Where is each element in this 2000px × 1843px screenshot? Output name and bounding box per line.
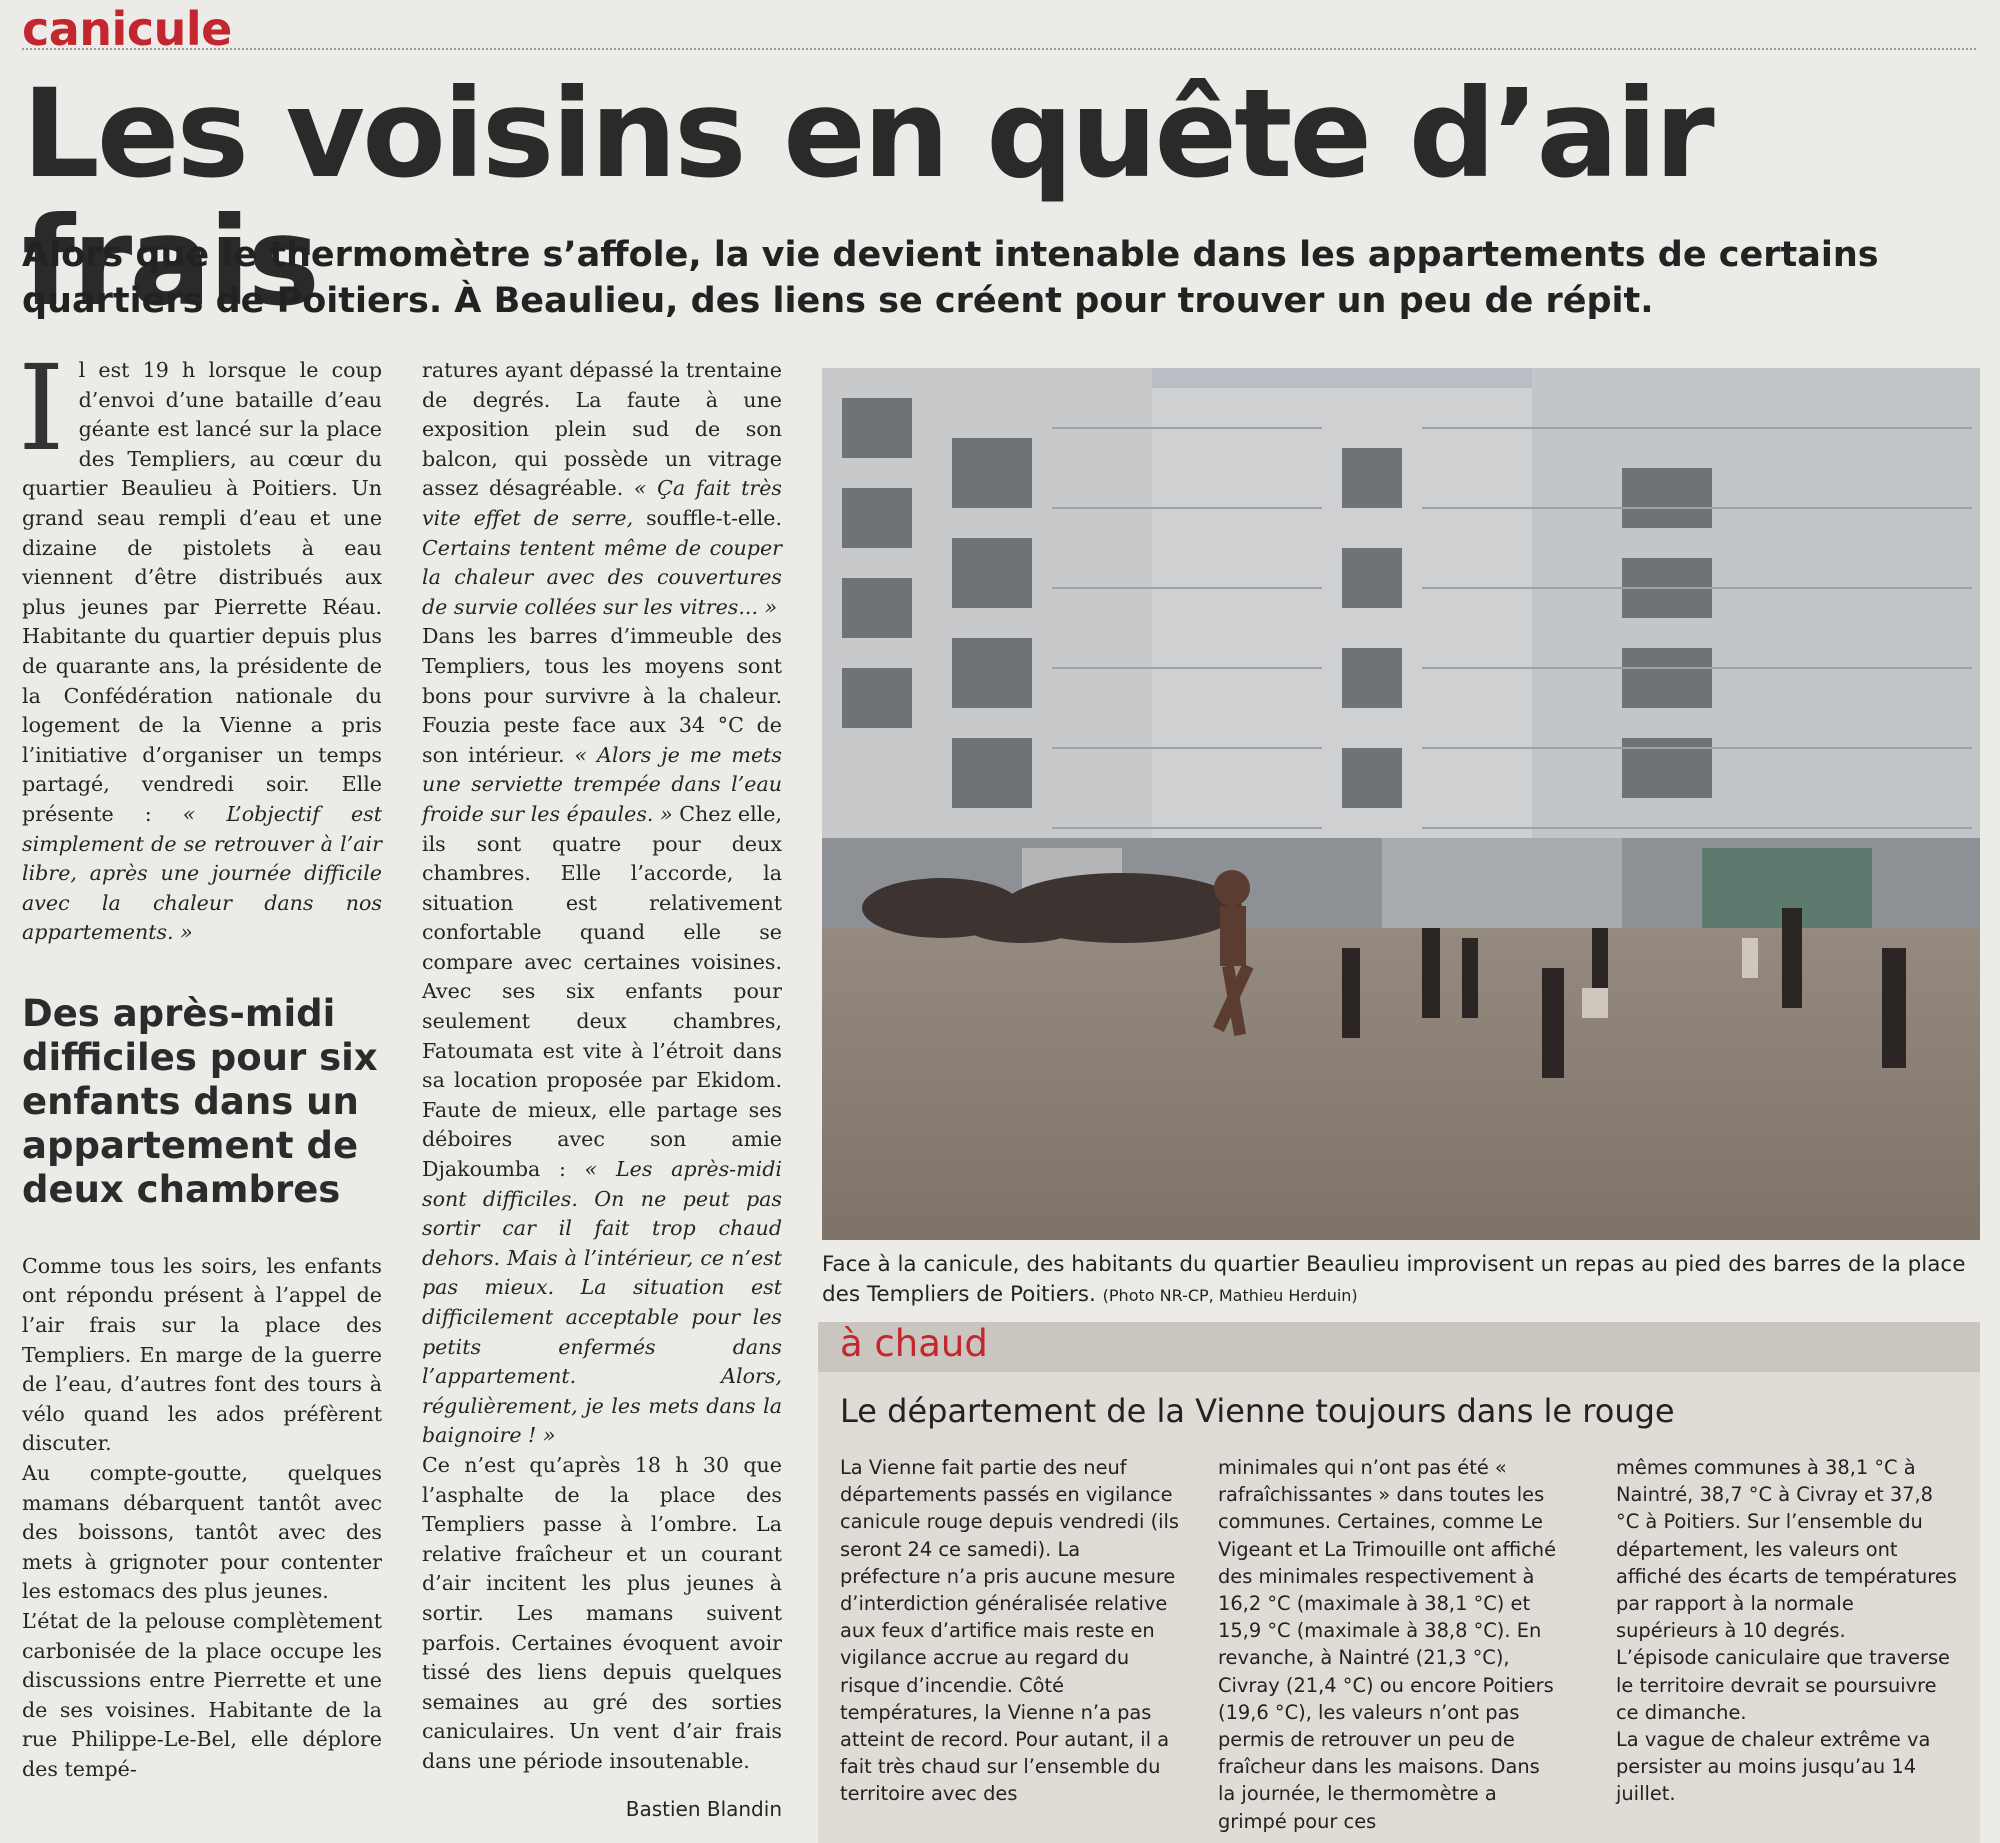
intertitle: Des après-midi difficiles pour six enfants dans un appartement de deux chambres [22, 991, 378, 1211]
article-column-1 [18, 339, 382, 1785]
byline: Bastien Blandin [625, 1796, 782, 1821]
sidebar-column-3: mêmes communes à 38,1 °C à Naintré, 38,7 °C à Civray et 37,8 °C à Poitiers. Sur l’ensemble du département, les valeurs ont affiché des écarts de températures par rapport à la normale supérieurs à 10 degrés. L’épisode caniculaire que traverse le territoire devrait se poursuivre ce dimanche. La vague de chaleur extrême va persister au moins jusqu’au 14 juillet. [1616, 1456, 1957, 1806]
sidebar-box [818, 1322, 1980, 1843]
sidebar-title: Le département de la Vienne toujours dans le rouge [840, 1392, 1675, 1430]
section-rubric: canicule [22, 2, 232, 56]
lead-paragraph: Il est 19 h lorsque le coup d’envoi d’une bataille d’eau géante est lancé sur la place des Templiers, au cœur du quartier Beaulieu à Poitiers. Un grand seau rempli d’eau et une dizaine de pistolets à eau viennent d’être distribués aux plus jeunes par Pierrette Réau. Habitante du quartier depuis plus de quarante ans, la présidente de la Confédération nationale du logement de la Vienne a pris l’initiative d’organiser un temps partagé, vendredi soir. Elle présente : « L’objectif est simplement de se retrouver à l’air libre, après une journée difficile avec la chaleur dans nos appartements. » [18, 339, 382, 945]
article-column-2 [422, 356, 782, 1824]
body-paragraph: Comme tous les soirs, les enfants ont répondu présent à l’appel de l’air frais sur la place des Templiers. En marge de la guerre de l’eau, d’autres font des tours à vélo quand les ados préfèrent discuter. [22, 1253, 382, 1456]
body-paragraph: ratures ayant dépassé la trentaine de degrés. La faute à une exposition plein sud de son balcon, qui possède un vitrage assez désagréable. « Ça fait très vite effet de serre, souffle-t-elle. Certains tentent même de couper la chaleur avec des couvertures de survie collées sur les vitres... » [422, 358, 782, 619]
drop-cap: I [18, 339, 65, 477]
sidebar-rubric: à chaud [840, 1322, 988, 1365]
sidebar-rubric-bar [818, 1322, 1980, 1372]
headline: Les voisins en quête d’air frais [22, 63, 1712, 334]
sidebar-column-2: minimales qui n’ont pas été « rafraîchissantes » dans toutes les communes. Certaines, comme Le Vigeant et La Trimouille ont affiché des minimales respectivement à 16,2 °C (maximale à 38,1 °C) et 15,9 °C (maximale à 38,8 °C). En revanche, à Naintré (21,3 °C), Civray (21,4 °C) ou encore Poitiers (19,6 °C), les valeurs n’ont pas permis de retrouver un peu de fraîcheur dans les maisons. Dans la journée, le thermomètre a grimpé pour ces [1218, 1456, 1557, 1833]
news-photo [822, 368, 1980, 1240]
body-paragraph: Dans les barres d’immeuble des Templiers, tous les moyens sont bons pour survivre à la chaleur. Fouzia peste face aux 34 °C de son intérieur. « Alors je me mets une serviette trempée dans l’eau froide sur les épaules. » Chez elle, ils sont quatre pour deux chambres. Elle l’accorde, la situation est relativement confortable quand elle se compare avec certaines voisines. Avec ses six enfants pour seulement deux chambres, Fatoumata est vite à l’étroit dans sa location proposée par Ekidom. Faute de mieux, elle partage ses déboires avec son amie Djakoumba : « Les après-midi sont difficiles. On ne peut pas sortir car il fait trop chaud dehors. Mais à l’intérieur, ce n’est pas mieux. La situation est difficilement acceptable pour les petits enfermés dans l’appartement. Alors, régulièrement, je les mets dans la baignoire ! » [422, 624, 782, 1448]
body-paragraph: L’état de la pelouse complètement carbonisée de la place occupe les discussions entre Pierrette et une de ses voisines. Habitante de la rue Philippe-Le-Bel, elle déplore des tempé- [22, 1609, 382, 1781]
standfirst: Alors que le thermomètre s’affole, la vie devient intenable dans les appartements de certains quartiers de Poitiers. À Beaulieu, des liens se créent pour trouver un peu de répit. [22, 235, 1879, 321]
body-paragraph: Ce n’est qu’après 18 h 30 que l’asphalte de la place des Templiers passe à l’ombre. La relative fraîcheur et un courant d’air incitent les plus jeunes à sortir. Les mamans suivent parfois. Certaines évoquent avoir tissé des liens depuis quelques semaines au gré des sorties caniculaires. Un vent d’air frais dans une période insoutenable. [422, 1452, 782, 1773]
photo-caption: Face à la canicule, des habitants du quartier Beaulieu improvisent un repas au pied des barres de la place des Templiers de Poitiers. (Photo NR-CP, Mathieu Herduin) [822, 1252, 1966, 1307]
sidebar-column-1: La Vienne fait partie des neuf départements passés en vigilance canicule rouge depuis vendredi (ils seront 24 ce samedi). La préfecture n’a pris aucune mesure d’interdiction généralisée relative aux feux d’artifice mais reste en vigilance accrue au regard du risque d’incendie. Côté températures, la Vienne n’a pas atteint de record. Pour autant, il a fait très chaud sur l’ensemble du territoire avec des [840, 1456, 1180, 1806]
photo-credit: (Photo NR-CP, Mathieu Herduin) [1102, 1286, 1358, 1305]
top-rule [22, 48, 1976, 50]
photo-illustration [822, 368, 1980, 1240]
body-paragraph: Au compte-goutte, quelques mamans débarquent tantôt avec des boissons, tantôt avec des mets à grignoter pour contenter les estomacs des plus jeunes. [22, 1461, 382, 1604]
